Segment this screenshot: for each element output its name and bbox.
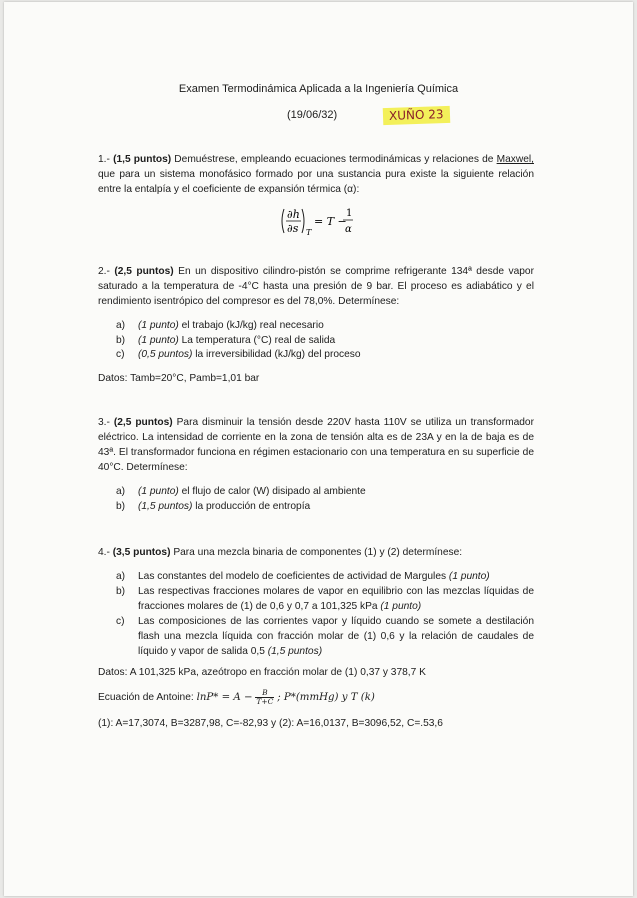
q4-number: 4.- (98, 547, 110, 558)
q3-item-a-points: (1 punto) (138, 486, 179, 497)
q2-item-b-text: La temperatura (°C) real de salida (181, 335, 336, 346)
q4-item-b-label: b) (116, 586, 126, 597)
q2-item-c-label: c) (116, 349, 125, 360)
q2-item-b-points: (1 punto) (138, 335, 179, 346)
antoine-num: B (255, 689, 274, 698)
q2-item-a-label: a) (116, 320, 126, 331)
q4-item-a-label: a) (116, 571, 126, 582)
q1-formula (278, 203, 358, 239)
q4-text: Para una mezcla binaria de componentes (1) y (2) determínese: (173, 547, 463, 558)
q3-item-a-text: el flujo de calor (W) disipado al ambiente (181, 486, 366, 497)
q2-item-c (116, 347, 361, 362)
q2-item-a-points: (1 punto) (138, 320, 179, 331)
q4-item-b-text: Las respectivas fracciones molares de vapor en equilibrio con las mezclas líquidas de fracciones molares de (1) de 0,6 y 0,7 a 101,325 kPa (138, 586, 534, 612)
question-1 (98, 152, 534, 197)
exam-title: Examen Termodinámica Aplicada a la Ingeniería Química (178, 83, 459, 95)
antoine-equation (98, 689, 375, 706)
formula-den: ∂s (287, 222, 299, 235)
q1-text-b: que para un sistema monofásico formado por una sustancia pura existe la siguiente relación entre la entalpía y el coeficiente de expansión térmica (α): (98, 169, 534, 195)
q2-item-b (116, 333, 335, 348)
q4-item-b (116, 584, 534, 614)
q3-item-b-label: b) (116, 501, 126, 512)
q1-number: 1.- (98, 154, 110, 165)
antoine-den: T+C (256, 697, 274, 706)
formula-num: ∂h (287, 208, 300, 221)
q4-item-a-points: (1 punto) (448, 571, 490, 582)
q1-maxwel: Maxwel, (496, 154, 534, 165)
q4-item-c-label: c) (116, 616, 125, 627)
q3-item-b (116, 499, 310, 514)
question-4 (98, 545, 534, 560)
q1-text-a: Demuéstrese, empleando ecuaciones termodinámicas y relaciones de (174, 154, 494, 165)
q4-points: (3,5 puntos) (112, 547, 171, 558)
q3-item-a (116, 484, 366, 499)
q1-points: (1,5 puntos) (113, 154, 172, 165)
antoine-rest: ; P*(mmHg) y T (k) (277, 692, 375, 704)
q4-item-a-text: Las constantes del modelo de coeficientes de actividad de Margules (138, 571, 447, 582)
formula-frac-num: 1 (346, 208, 353, 219)
q2-text: En un dispositivo cilindro-pistón se comprime refrigerante 134ª desde vapor saturado a la temperatura de -4°C hasta una presión de 9 bar. El proceso es adiabático y el rendimiento isentrópico del compresor es del 78,0%. Determínese: (98, 266, 534, 307)
q2-item-c-points: (0,5 puntos) (138, 349, 193, 360)
q2-item-a-text: el trabajo (kJ/kg) real necesario (181, 320, 324, 331)
q4-item-c-points: (1,5 puntos) (267, 646, 323, 657)
q4-item-b-points: (1 punto) (380, 601, 422, 612)
q2-points: (2,5 puntos) (114, 266, 174, 277)
q3-item-a-label: a) (116, 486, 126, 497)
exam-date: (19/06/32) (287, 109, 338, 121)
formula-frac-den: α (345, 224, 352, 235)
q4-data: Datos: A 101,325 kPa, azeótropo en fracción molar de (1) 0,37 y 378,7 K (98, 667, 426, 678)
q2-item-a (116, 318, 324, 333)
antoine-fraction (255, 689, 274, 706)
q2-item-b-label: b) (116, 335, 126, 346)
question-2 (98, 264, 534, 309)
handwritten-stamp: XUÑO 23 (383, 106, 450, 125)
q4-item-a (116, 569, 534, 584)
q4-item-c (116, 614, 534, 659)
q3-item-b-text: la producción de entropía (195, 501, 311, 512)
q3-item-b-points: (1,5 puntos) (138, 501, 193, 512)
formula-sub: T (306, 228, 312, 237)
q3-points: (2,5 puntos) (113, 417, 173, 428)
q3-number: 3.- (98, 417, 110, 428)
q2-item-c-text: la irreversibilidad (kJ/kg) del proceso (195, 349, 361, 360)
q4-constants: (1): A=17,3074, B=3287,98, C=-82,93 y (2): A=16,0137, B=3096,52, C=.53,6 (98, 718, 443, 729)
formula-rhs: = T − (314, 215, 347, 228)
antoine-lhs: lnP* = A − (196, 692, 253, 704)
q3-text: Para disminuir la tensión desde 220V hasta 110V se utiliza un transformador eléctrico. La intensidad de corriente en la zona de tensión alta es de 23A y en la de baja es de 43ª. El transformador funciona en régimen estacionario con una temperatura en su superficie de 40°C. Determínese: (98, 417, 534, 473)
q4-item-c-text: Las composiciones de las corrientes vapor y líquido cuando se somete a destilación flash una mezcla líquida con fracción molar de (1) 0,6 y la relación de caudales de líquido y vapor de salida 0,5 (138, 616, 534, 657)
q2-data: Datos: Tamb=20°C, Pamb=1,01 bar (98, 373, 260, 384)
q2-number: 2.- (98, 266, 110, 277)
question-3 (98, 415, 534, 475)
antoine-label: Ecuación de Antoine: (98, 692, 194, 704)
